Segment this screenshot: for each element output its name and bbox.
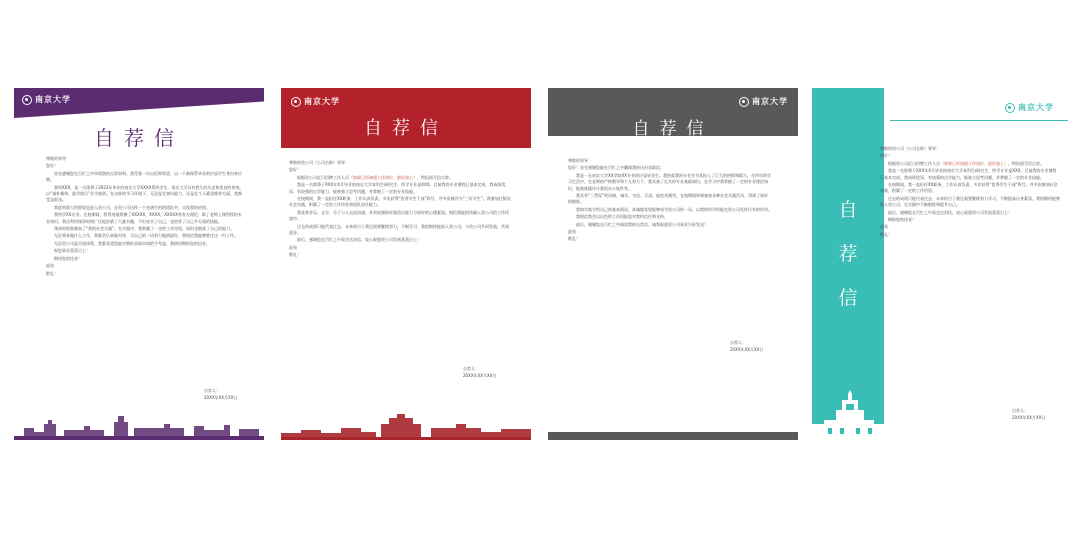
letter-template-purple[interactable] (14, 88, 264, 440)
letter-paragraph: 期待您的佳音！ (54, 255, 82, 261)
signer-label: 自荐人： (730, 340, 746, 345)
intro-text: 根据贵公司近日招聘工作人员 (888, 160, 940, 166)
logo-text: 南京大学 (304, 96, 340, 106)
letter-paragraph: 最后，谢谢您在百忙之中阅读我的自荐信，诚挚祝愿贵公司事业兴旺发达！ (576, 221, 708, 227)
letter-template-gray[interactable] (548, 88, 798, 440)
page-title: 自荐信 (632, 119, 714, 139)
header-rule-teal (890, 120, 1068, 121)
university-seal-icon (1005, 103, 1015, 113)
letter-hello: 您好！首先感谢您能在百忙之中翻阅我的这份求职信。 (568, 165, 664, 171)
letter-paragraph: 期盼您的佳音！ (888, 217, 916, 223)
logo-text: 南京大学 (752, 96, 788, 106)
letter-closing: 此致 (568, 229, 576, 235)
letter-date: 20XX年XX月XX日 (204, 394, 238, 400)
letter-paragraph: 我喜欢音乐、文学，乐于与人交流沟通，具有较强的环境适应能力与较好的心理素质。相信我能很快融入贵公司的工作环境中。 (289, 209, 509, 222)
intro-text-end: ，特投函写信自荐。 (417, 174, 453, 180)
letter-paragraph: 无论贵公司是否选择我，我都希望您能对我的求职申请给予考虑，我热切期盼您的回音。 (54, 240, 210, 246)
intro-text-end: ，特投函写信自荐。 (1008, 160, 1044, 166)
page-title: 自荐信 (94, 126, 184, 150)
letter-paragraph: 在校期间，我一直担任XX职务，工作认真负责，多次获得“优秀学生干部”称号，并多次被评为“三好学生”。我参加过数次社会实践，积累了一定的工作经验和团队协作能力。 (289, 196, 511, 208)
signature-block (204, 388, 238, 401)
letter-paragraph: 我相信我会以出色的工作回报您对我的信任和支持。 (576, 214, 668, 220)
letter-date: 20XX年XX月XX日 (730, 346, 764, 352)
letter-paragraph: 我如实地介绍自己的基本情况，真诚地希望能够成为贵公司的一员，以我的所学所能在贵公司发挥应有的作用。 (576, 206, 772, 212)
letter-closing: 此致 (289, 244, 297, 250)
university-seal-icon (739, 97, 749, 107)
title-char: 信 (838, 287, 858, 309)
letter-paragraph: 我此时最大的愿望是进入贵公司，在贵公司这样一个充满生机的团队中，实现我的价值。 (54, 204, 210, 210)
campus-skyline-red (281, 410, 531, 440)
letter-hello: 您好！ (289, 167, 301, 173)
letter-paragraph: 最后，感谢您在百忙之中看完这封信，衷心祝愿贵公司发展蒸蒸日上！ (297, 237, 421, 243)
title-char: 自 (838, 199, 858, 221)
letter-paragraph: 过去的成绩只能代表过去，未来的日子我还需要继续努力，不断学习，我很期待能加入贵公司，与贵公司共同发展，共同进步。 (289, 223, 509, 236)
letter-paragraph-intro (289, 175, 511, 181)
highlight-text: （如果已经知道工作岗位，最好加上） (940, 160, 1008, 166)
university-logo (1005, 102, 1054, 113)
letter-body (880, 146, 1060, 239)
letter-paragraph: 祝您事业蒸蒸日上！ (54, 248, 90, 254)
signature-block (463, 366, 497, 379)
letter-body (568, 158, 772, 244)
letter-hello: 您好！ (46, 163, 58, 169)
intro-text: 根据贵公司近日招聘工作人员 (297, 174, 349, 180)
title-char: 荐 (838, 243, 858, 265)
clock-tower-illustration (812, 380, 884, 440)
page-title-vertical (812, 188, 884, 320)
letter-salute: 敬礼！ (46, 270, 58, 276)
university-seal-icon (22, 95, 32, 105)
letter-body (46, 156, 244, 278)
university-logo (22, 94, 71, 105)
letter-salute: 敬礼！ (880, 231, 892, 237)
letter-paragraph: 我是一名南京大学XX学院XX专业的应届毕业生。我热爱我的专业并为其投入了巨大的热情和精力，在四年的学习生活中，在老师的严格教导和个人努力下，我具备了扎实的专业基础知识，在学习中我掌握了一定的专业理论知识，能熟练操作计算机办公软件等。 (568, 172, 771, 191)
signature-block (730, 340, 764, 353)
letter-hello: 您好！ (880, 153, 892, 159)
letter-greeting: 尊敬的领导： (568, 158, 592, 163)
letter-body (289, 160, 511, 260)
letter-date: 20XX年XX月XX日 (463, 372, 497, 378)
university-seal-icon (291, 97, 301, 107)
letter-salute: 敬礼！ (289, 252, 301, 258)
letter-paragraph: 首先感谢您在百忙之中审阅我的自荐材料。我凭着一份自信和希望，以一个新闻系毕业的应届学生身份来应聘。 (46, 170, 242, 183)
university-logo (291, 96, 340, 107)
letter-paragraph: 我具有“三贯穿”的风格，诚实、守信、尽责，能吃苦耐劳，在校期间积极参加各种社会实践活动，得到了较好的锻炼。 (568, 193, 769, 205)
letter-paragraph-intro (880, 161, 1060, 167)
letter-paragraph: 无论将来做什么工作，我都会认真地对待，尽自己的一切努力做到最好，我相信我能够胜任这一份工作。 (54, 233, 238, 239)
signer-label: 自荐人： (1012, 408, 1028, 413)
letter-paragraph: 我叫XXX，是一名即将于2023年毕业的南京大学XXXX系的学生。南京大学具有悠久的历史和优良的传统，以“诚朴雄伟，励学敦行”作为校训。在这样的学习环境下，无论是在知识能力，还是在个人素质修养方面，我都受益匪浅。 (46, 184, 244, 203)
letter-paragraph: 我所学XX专业。在校期间，我系统地掌握了XXXXX、XXXX、XXXXX等有关理论；除了老师上课所授的专业知识，我还利用课余时间广泛地涉猎了大量书籍，不但充实了自己，也培养了自己多方面的技能。 (46, 212, 242, 224)
letter-template-red[interactable] (281, 88, 531, 440)
page-title: 自荐信 (364, 118, 448, 139)
campus-skyline-purple (14, 410, 264, 440)
letter-greeting: 尊敬的贵公司（公司名称）领导： (880, 146, 940, 151)
letter-paragraph: 最后，感谢您在百忙之中看完这封信，衷心祝愿贵公司发展蒸蒸日上！ (888, 209, 1012, 215)
university-logo (739, 96, 788, 107)
letter-greeting: 尊敬的贵公司（公司名称）领导： (289, 160, 349, 165)
letter-closing: 此致 (880, 224, 888, 230)
letter-template-teal[interactable] (812, 88, 1072, 440)
highlight-text: （如果已经知道工作岗位，最好加上） (349, 174, 417, 180)
letter-date: 20XX年XX月XX日 (1012, 414, 1046, 420)
letter-paragraph: 过去的成绩只能代表过去，未来的日子我还需要继续努力学习，不断提高自身素质，我很期待能够加入贵公司，在实践中不断锻炼和提升自己。 (880, 195, 1060, 208)
signer-label: 自荐人： (463, 366, 479, 371)
logo-text: 南京大学 (1018, 102, 1054, 112)
letter-closing: 此致 (46, 263, 54, 269)
signer-label: 自荐人： (204, 388, 220, 393)
footer-bar-gray (548, 432, 798, 440)
letter-paragraph: 在校期间，我一直担任XX职务，工作认真负责，多次获得“优秀学生干部”称号，并多次参加社会实践，积累了一定的工作经验。 (880, 182, 1058, 194)
letter-greeting: 尊敬的领导： (46, 156, 70, 161)
letter-salute: 敬礼！ (568, 236, 580, 242)
letter-paragraph: 课余时间我参加了“我的社会实践”，在实践中，我积累了一定的工作经验，同时也锻炼了自己的能力。 (54, 226, 235, 232)
letter-paragraph: 我是一名即将于XXX年X月毕业的南京大学本科生/研究生，所学专业是XXX。目前我的专业课程已基本完成，我成绩优异，有较强的自学能力，能独立思考问题，并掌握了一定的专业技能。 (880, 168, 1057, 180)
logo-text: 南京大学 (35, 94, 71, 104)
signature-block (1012, 408, 1046, 421)
letter-paragraph: 我是一名即将于XXX年X月毕业的南京大学本科生/研究生，所学专业是XXX。目前我的专业课程已基本完成，我成绩优异，有较强的自学能力，能够独立思考问题，并掌握了一定的专业技能。 (289, 182, 506, 194)
